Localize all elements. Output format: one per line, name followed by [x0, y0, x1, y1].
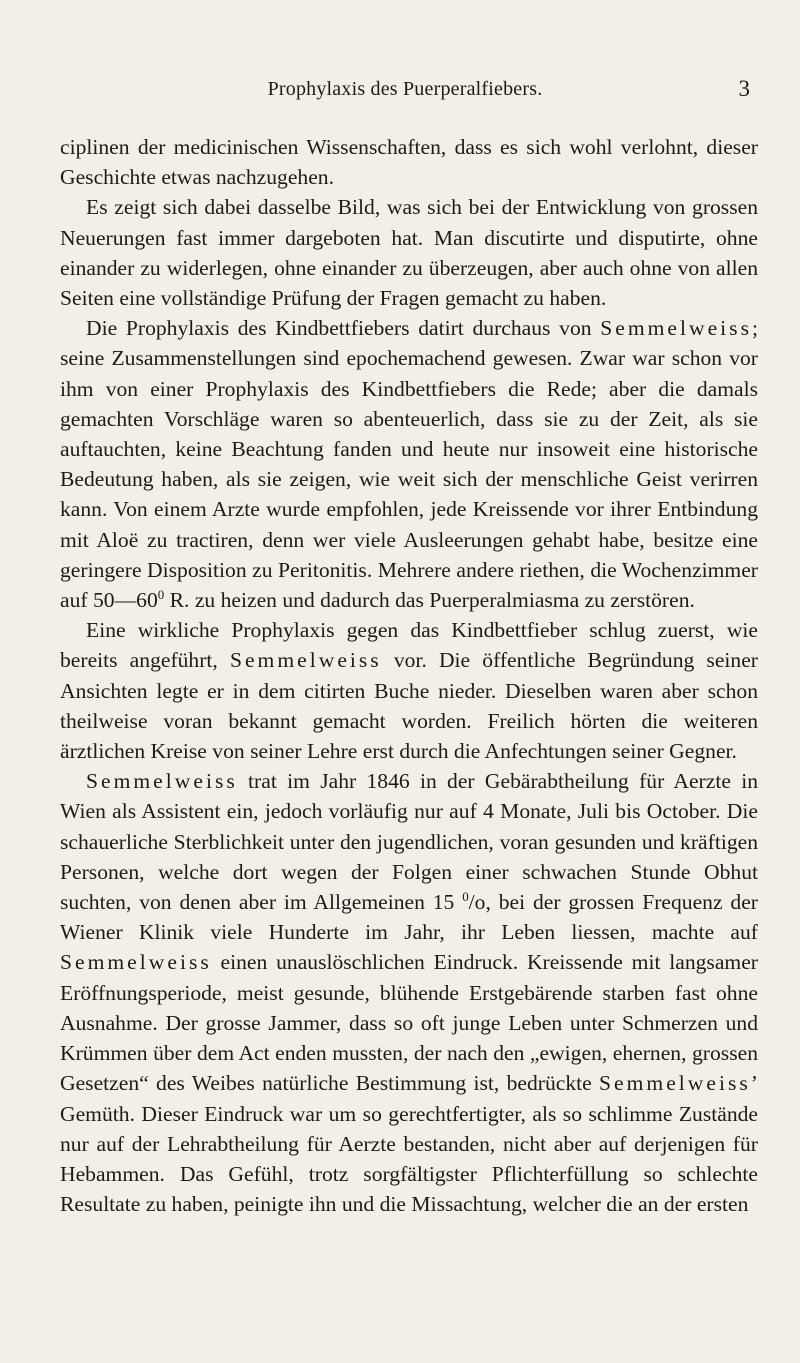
paragraph-text: R. zu heizen und dadurch das Puerperalmiasma zu zerstören. [164, 588, 695, 613]
spaced-name: Semmelweiss [60, 950, 212, 975]
paragraph-text: trat im Jahr 1846 in der Gebärabtheilung für Aerzte in Wien als Assistent ein, jedoch vorläufig nur auf 4 Monate, Juli bis October. Die schauerliche Sterblichkeit unter den jugendlichen, voran gesunden und kräftigen Personen, welche dort wegen der Folgen einer schwachen Stunde Obhut suchten, von denen aber im Allgemeinen 15 [60, 769, 758, 915]
paragraph-text: Es zeigt sich dabei dasselbe Bild, was sich bei der Entwicklung von grossen Neuerungen fast immer dargeboten hat. Man discutirte und disputirte, ohne einander zu widerlegen, ohne einander zu überzeugen, aber auch ohne von allen Seiten eine vollständige Prüfung der Fragen gemacht zu haben. [60, 195, 758, 311]
spaced-name: Semmelweiss [229, 648, 382, 673]
percent-superscript: 0 [462, 888, 469, 904]
body-text [60, 132, 758, 1219]
paragraph-text: Die Prophylaxis des Kindbettfiebers datirt durchaus von [86, 316, 601, 341]
paragraph-text: ciplinen der medicinischen Wissenschaften, dass es sich wohl verlohnt, dieser Geschichte etwas nachzugehen. [60, 135, 758, 190]
spaced-name: Semmelweiss [86, 769, 238, 794]
page-number: 3 [738, 76, 750, 101]
paragraph [60, 766, 758, 1219]
degree-superscript: 0 [157, 586, 165, 602]
paragraph-text: einen unauslöschlichen Eindruck. Kreissende mit langsamer Eröffnungsperiode, meist gesunde, blühende Erstgebärende starben fast ohne Ausnahme. Der grosse Jammer, dass so oft junge Leben unter Schmerzen und Krümmen über dem Act enden mussten, der nach den „ewigen, ehernen, grossen Gesetzen“ des Weibes natürliche Bestimmung ist, bedrückte [60, 950, 758, 1096]
spaced-name: Semmelweiss [600, 316, 752, 341]
running-head [60, 78, 750, 108]
spaced-name: Semmelweiss [599, 1071, 751, 1096]
paragraph [60, 132, 758, 192]
paragraph-text: /o, bei der grossen Frequenz der Wiener Klinik viele Hunderte im Jahr, ihr Leben liessen, machte auf [60, 890, 758, 945]
paragraph [60, 313, 758, 615]
paragraph-text: ; seine Zusammenstellungen sind epochemachend gewesen. Zwar war schon vor ihm von einer Prophylaxis des Kindbettfiebers die Rede; aber die damals gemachten Vorschläge waren so abenteuerlich, dass sie zu der Zeit, als sie auftauchten, keine Beachtung fanden und heute nur insoweit eine historische Bedeutung haben, als sie zeigen, wie weit sich der menschliche Geist verirren kann. Von einem Arzte wurde empfohlen, jede Kreissende vor ihrer Entbindung mit Aloë zu tractiren, denn wer viele Ausleerungen gehabt habe, besitze eine geringere Disposition zu Peritonitis. Mehrere andere riethen, die Wochenzimmer auf 50—60 [60, 316, 758, 613]
paragraph-text: Eine wirkliche Prophylaxis gegen das Kindbettfieber schlug zuerst, wie bereits angeführt, [60, 618, 758, 673]
paragraph [60, 192, 758, 313]
paragraph-text: ’ Gemüth. Dieser Eindruck war um so gerechtfertigter, als so schlimme Zustände nur auf der Lehrabtheilung für Aerzte bestanden, nicht aber auf derjenigen für Hebammen. Das Gefühl, trotz sorgfältigster Pflichterfüllung so schlechte Resultate zu haben, peinigte ihn und die Missachtung, welcher die an der ersten [60, 1071, 758, 1217]
paragraph [60, 615, 758, 766]
paragraph-text: vor. Die öffentliche Begründung seiner Ansichten legte er in dem citirten Buche nieder. Dieselben waren aber schon theilweise voran bekannt gemacht worden. Freilich hörten die weiteren ärztlichen Kreise von seiner Lehre erst durch die Anfechtungen seiner Gegner. [60, 648, 758, 764]
running-title: Prophylaxis des Puerperalfiebers. [267, 78, 543, 100]
